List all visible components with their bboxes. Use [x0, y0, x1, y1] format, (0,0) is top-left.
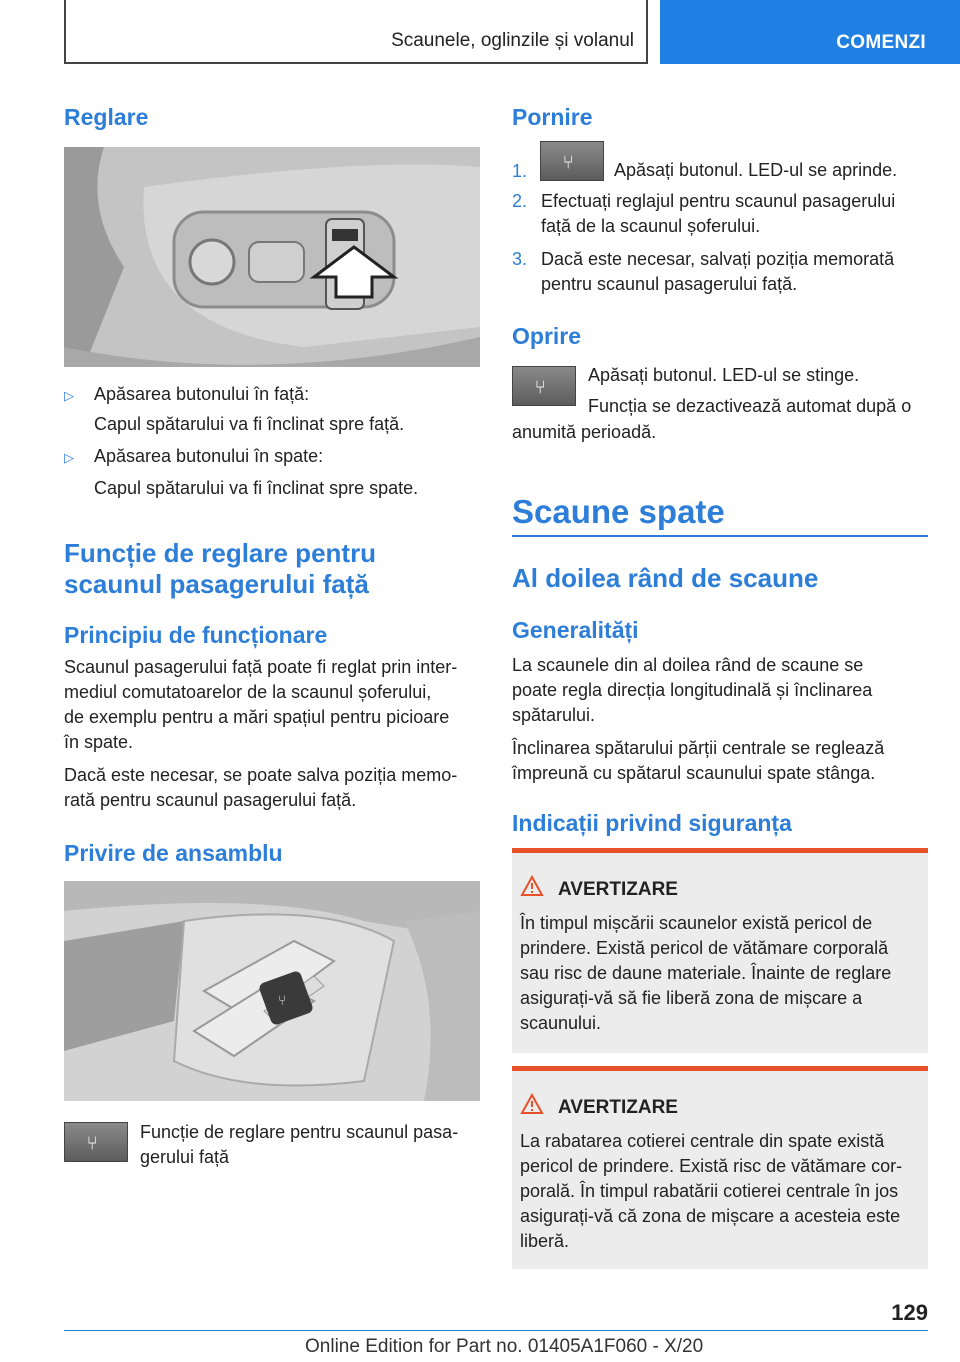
warning-box — [512, 1066, 928, 1269]
start-heading: Pornire — [512, 104, 593, 130]
warning-line: La rabatarea cotierei centrale din spate există — [520, 1131, 885, 1151]
rear-seats-heading: Scaune spate — [512, 493, 725, 530]
step-text: pentru scaunul pasagerului față. — [541, 274, 798, 294]
step-text: Apăsați butonul. LED-ul se aprinde. — [614, 160, 898, 180]
warning-line: prindere. Există pericol de vătămare corporală — [520, 938, 889, 958]
function-heading-line2: scaunul pasagerului față — [64, 569, 369, 599]
warning-line: asigurați-vă să fie liberă zona de mișcare a — [520, 988, 863, 1008]
chapter-tab-label: COMENZI — [836, 32, 926, 53]
bullet-detail-1: Capul spătarului va fi înclinat spre față. — [94, 414, 405, 434]
principle-line: în spate. — [64, 732, 134, 752]
stop-heading: Oprire — [512, 323, 582, 349]
step-number: 1. — [512, 161, 528, 181]
step-text: față de la scaunul șoferului. — [541, 216, 761, 236]
warning-line: scaunului. — [520, 1013, 602, 1033]
warning-title: AVERTIZARE — [558, 879, 678, 900]
page-number: 129 — [891, 1300, 928, 1325]
warning-line: asigurați-vă că zona de mișcare a acesteia este — [520, 1206, 901, 1226]
principle-line: mediul comutatoarelor de la scaunul șoferului, — [64, 682, 432, 702]
general-line: spătarului. — [512, 705, 596, 725]
bullet-label-1: Apăsarea butonului în față: — [94, 384, 310, 404]
general-line: Înclinarea spătarului părții centrale se reglează — [512, 738, 885, 758]
caption-line2: gerului față — [140, 1147, 230, 1167]
principle-line: rată pentru scaunul pasagerului față. — [64, 790, 357, 810]
warning-line: sau risc de daune materiale. Înainte de reglare — [520, 963, 892, 983]
general-line: La scaunele din al doilea rând de scaune se — [512, 655, 864, 675]
svg-text:⑂: ⑂ — [278, 993, 287, 1009]
seat-passenger-icon — [540, 141, 604, 181]
principle-line: Scaunul pasagerului față poate fi reglat prin inter‐ — [64, 657, 458, 677]
warning-title: AVERTIZARE — [558, 1097, 678, 1118]
warning-line: pericol de prindere. Există risc de vătămare cor‐ — [520, 1156, 903, 1176]
seat-passenger-icon — [64, 1122, 128, 1162]
bullet-label-2: Apăsarea butonului în spate: — [94, 446, 324, 466]
door-panel-photo — [64, 881, 480, 1101]
overview-heading: Privire de ansamblu — [64, 840, 283, 866]
warning-line: liberă. — [520, 1231, 570, 1251]
stop-text: Apăsați butonul. LED-ul se stinge. — [588, 365, 860, 385]
seat-passenger-icon — [512, 366, 576, 406]
step-number: 3. — [512, 249, 528, 269]
chapter-tab[interactable] — [660, 0, 960, 64]
heading-rule — [512, 535, 928, 537]
step-text: Efectuați reglajul pentru scaunul pasagerului — [541, 191, 896, 211]
principle-heading: Principiu de funcționare — [64, 622, 328, 648]
stop-text: anumită perioadă. — [512, 422, 657, 442]
triangle-right-icon: ▷ — [64, 388, 74, 403]
warning-line: porală. În timpul rabatării cotierei centrale în jos — [520, 1181, 899, 1201]
step-number: 2. — [512, 191, 528, 211]
triangle-right-icon: ▷ — [64, 450, 74, 465]
section-title: Scaunele, oglinzile și volanul — [391, 30, 634, 51]
edition-text: Online Edition for Part no. 01405A1F060 - X/20 — [305, 1336, 704, 1357]
caption-line1: Funcție de reglare pentru scaunul pasa‐ — [140, 1122, 459, 1142]
headrest-control-photo — [64, 147, 480, 367]
general-line: poate regla direcția longitudinală și înclinarea — [512, 680, 873, 700]
warning-triangle-icon — [520, 1093, 544, 1115]
general-line: împreună cu spătarul scaunului spate stânga. — [512, 763, 876, 783]
bullet-detail-2: Capul spătarului va fi înclinat spre spate. — [94, 478, 419, 498]
warning-line: În timpul mișcării scaunelor există pericol de — [520, 913, 873, 933]
header-box — [64, 0, 648, 64]
safety-heading: Indicații privind siguranța — [512, 810, 792, 836]
svg-text:⑂: ⑂ — [86, 1132, 98, 1155]
general-heading: Generalități — [512, 617, 639, 643]
principle-line: Dacă este necesar, se poate salva poziția memo‐ — [64, 765, 458, 785]
step-text: Dacă este necesar, salvați poziția memorată — [541, 249, 895, 269]
second-row-heading: Al doilea rând de scaune — [512, 563, 819, 593]
svg-text:⑂: ⑂ — [562, 151, 574, 174]
footer-rule — [64, 1330, 928, 1331]
stop-text: Funcția se dezactivează automat după o — [588, 396, 912, 416]
warning-triangle-icon — [520, 875, 544, 897]
svg-text:⑂: ⑂ — [534, 376, 546, 399]
warning-box — [512, 848, 928, 1053]
function-heading-line1: Funcție de reglare pentru — [64, 538, 377, 568]
principle-line: de exemplu pentru a mări spațiul pentru picioare — [64, 707, 450, 727]
reglare-heading: Reglare — [64, 104, 149, 130]
